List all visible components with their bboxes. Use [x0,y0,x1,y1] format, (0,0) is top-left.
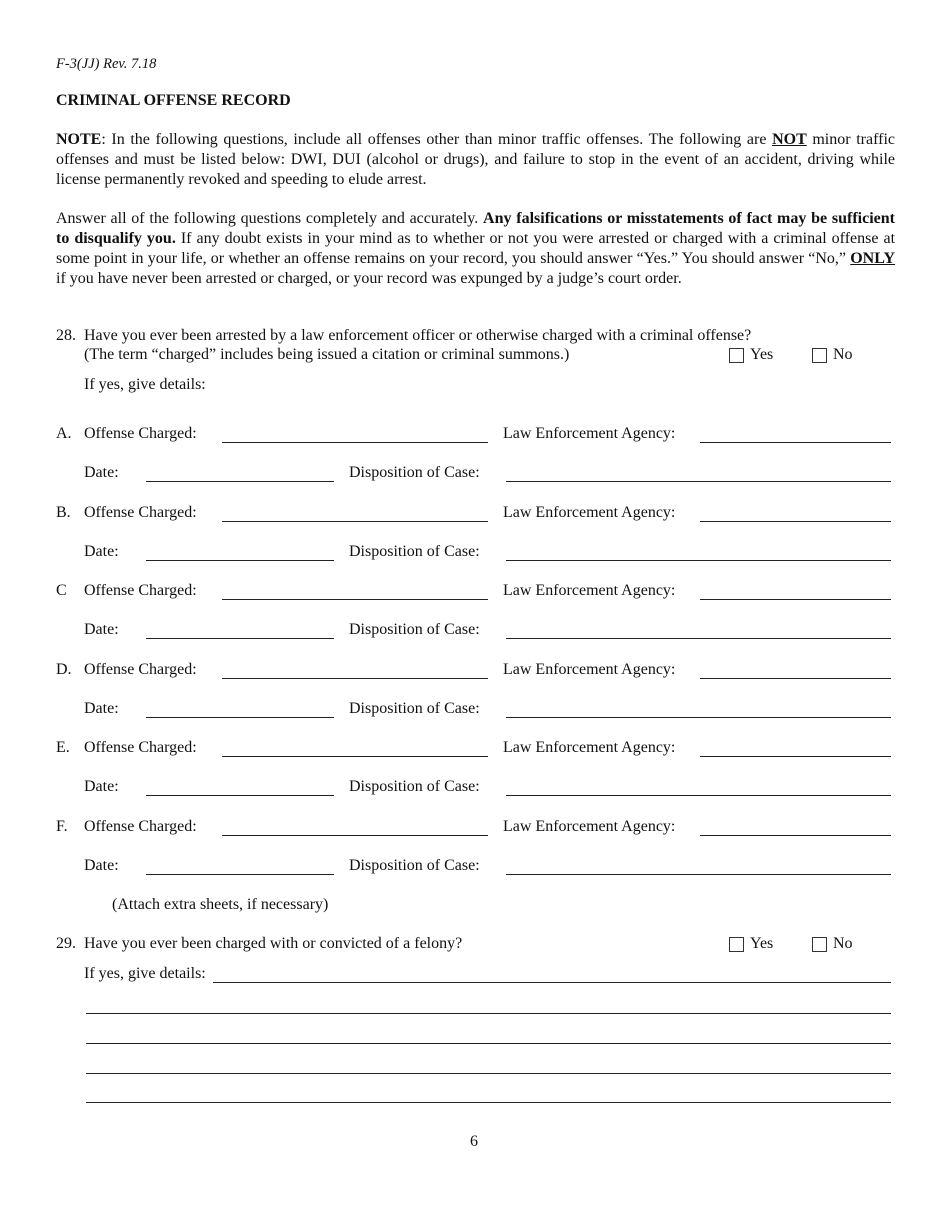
disposition-label: Disposition of Case: [349,778,480,795]
offense-charged-label: Offense Charged: [84,582,197,599]
date-field[interactable] [146,874,334,875]
instructions-paragraph [56,209,895,289]
offense-charged-label: Offense Charged: [84,661,197,678]
entry-letter: B. [56,504,71,521]
page-number: 6 [470,1133,478,1150]
attach-note: (Attach extra sheets, if necessary) [112,896,329,913]
offense-charged-label: Offense Charged: [84,504,197,521]
entry-letter: F. [56,818,68,835]
disposition-field[interactable] [506,481,891,482]
disposition-field[interactable] [506,560,891,561]
agency-label: Law Enforcement Agency: [503,818,676,835]
q29-yes-checkbox[interactable] [729,937,744,952]
disposition-field[interactable] [506,874,891,875]
entry-letter: C [56,582,67,599]
agency-field[interactable] [700,521,891,522]
date-field[interactable] [146,560,334,561]
note-label: NOTE [56,131,102,148]
note-text-after: minor traffic offenses and must be listed below: DWI, DUI (alcohol or drugs), and failure to stop in the event of an accident, driving while license permanently revoked and speeding to elude arrest. [56,131,895,188]
entry-letter: E. [56,739,70,756]
q29-details-field[interactable] [213,982,891,983]
q28-number: 28. [56,327,76,344]
disposition-field[interactable] [506,717,891,718]
agency-label: Law Enforcement Agency: [503,425,676,442]
q29-details-line[interactable] [86,1013,891,1014]
offense-charged-field[interactable] [222,521,488,522]
agency-label: Law Enforcement Agency: [503,582,676,599]
q29-details-line[interactable] [86,1043,891,1044]
agency-field[interactable] [700,835,891,836]
agency-field[interactable] [700,756,891,757]
instructions-part3: if you have never been arrested or charged, or your record was expunged by a judge’s court order. [56,270,682,287]
disposition-label: Disposition of Case: [349,700,480,717]
date-label: Date: [84,778,119,795]
date-label: Date: [84,700,119,717]
disposition-label: Disposition of Case: [349,543,480,560]
offense-charged-field[interactable] [222,835,488,836]
q29-no-label: No [833,935,853,952]
date-field[interactable] [146,481,334,482]
disposition-field[interactable] [506,638,891,639]
offense-charged-field[interactable] [222,442,488,443]
q29-details-line[interactable] [86,1102,891,1103]
note-text-before: : In the following questions, include all offenses other than minor traffic offenses. The following are [101,131,773,148]
date-field[interactable] [146,795,334,796]
agency-field[interactable] [700,599,891,600]
agency-field[interactable] [700,442,891,443]
agency-label: Law Enforcement Agency: [503,504,676,521]
entry-letter: D. [56,661,72,678]
note-paragraph [56,130,895,190]
instructions-only-word: ONLY [850,250,895,267]
q28-no-checkbox[interactable] [812,348,827,363]
agency-field[interactable] [700,678,891,679]
date-label: Date: [84,621,119,638]
offense-charged-field[interactable] [222,599,488,600]
agency-label: Law Enforcement Agency: [503,739,676,756]
q29-details-line[interactable] [86,1073,891,1074]
form-code: F-3(JJ) Rev. 7.18 [56,56,157,72]
instructions-part2: If any doubt exists in your mind as to whether or not you were arrested or charged with a criminal offense at some point in your life, or whether an offense remains on your record, you should answer “Yes.” You should answer “No,” [56,230,896,267]
date-label: Date: [84,857,119,874]
offense-charged-label: Offense Charged: [84,818,197,835]
q28-question-note: (The term “charged” includes being issued a citation or criminal summons.) [84,346,570,363]
q29-number: 29. [56,935,76,952]
q29-yes-label: Yes [750,935,774,952]
disposition-label: Disposition of Case: [349,857,480,874]
q28-yes-label: Yes [750,346,774,363]
offense-charged-label: Offense Charged: [84,425,197,442]
disposition-label: Disposition of Case: [349,621,480,638]
date-field[interactable] [146,638,334,639]
q29-question: Have you ever been charged with or convicted of a felony? [84,935,463,952]
disposition-label: Disposition of Case: [349,464,480,481]
agency-label: Law Enforcement Agency: [503,661,676,678]
date-field[interactable] [146,717,334,718]
note-not-word: NOT [772,131,807,148]
instructions-part1: Answer all of the following questions completely and accurately. [56,210,484,227]
offense-charged-field[interactable] [222,756,488,757]
disposition-field[interactable] [506,795,891,796]
offense-charged-label: Offense Charged: [84,739,197,756]
q29-no-checkbox[interactable] [812,937,827,952]
offense-charged-field[interactable] [222,678,488,679]
date-label: Date: [84,464,119,481]
q28-yes-checkbox[interactable] [729,348,744,363]
q29-details-label: If yes, give details: [84,965,206,982]
q28-no-label: No [833,346,853,363]
entry-letter: A. [56,425,72,442]
date-label: Date: [84,543,119,560]
q28-question: Have you ever been arrested by a law enforcement officer or otherwise charged with a criminal offense? [84,327,752,344]
page-title: CRIMINAL OFFENSE RECORD [56,92,291,109]
instructions-warning: Any falsifications or misstatements of fact may be sufficient to disqualify you. [56,210,895,247]
q28-details-label: If yes, give details: [84,376,206,393]
